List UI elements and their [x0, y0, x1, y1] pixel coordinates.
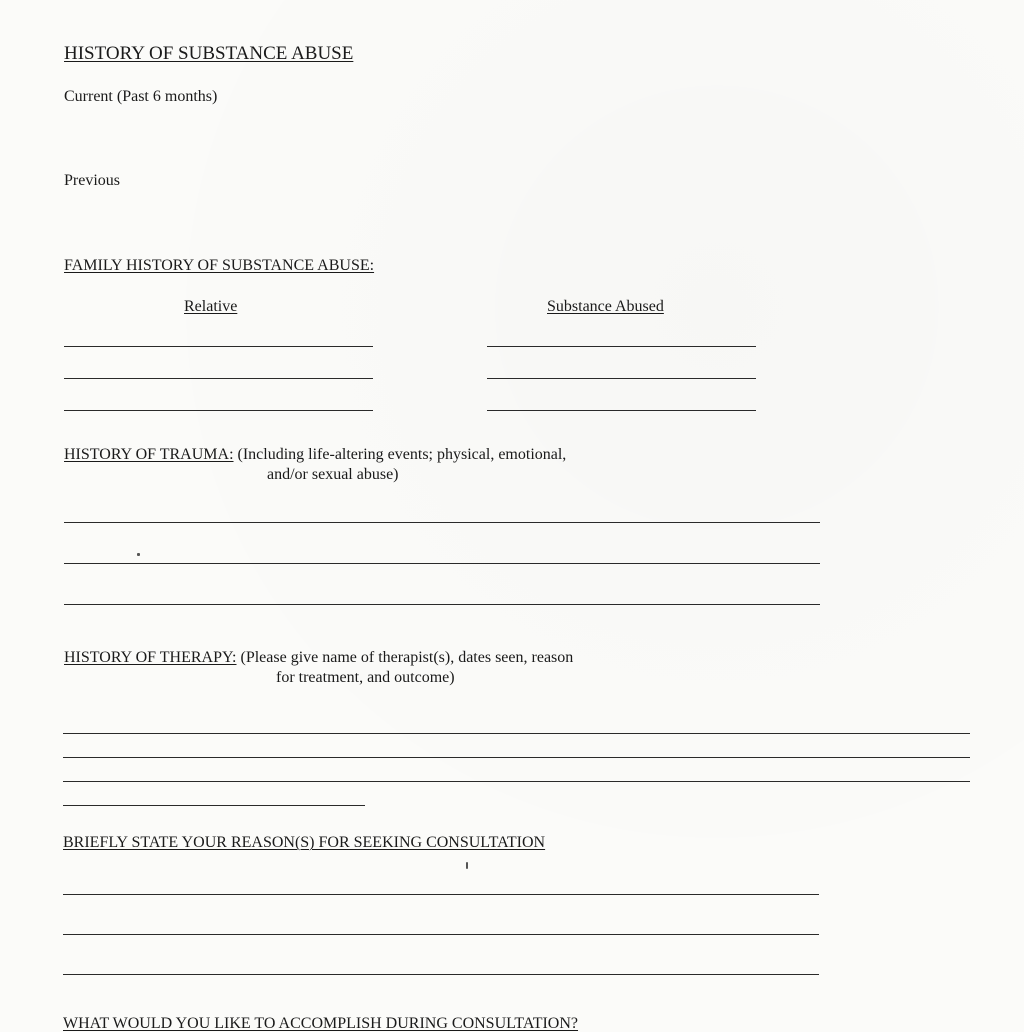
previous-label: Previous — [64, 172, 120, 189]
therapy-line-3[interactable] — [63, 781, 970, 782]
substance-line-1[interactable] — [487, 346, 756, 347]
substance-line-2[interactable] — [487, 378, 756, 379]
trauma-heading: HISTORY OF TRAUMA: — [64, 446, 234, 463]
trauma-line-1[interactable] — [64, 522, 820, 523]
accomplish-heading-row — [63, 1016, 578, 1032]
relative-column-text: Relative — [184, 298, 238, 315]
family-history-heading — [64, 258, 374, 274]
relative-column-header — [184, 299, 237, 315]
family-history-heading-text: FAMILY HISTORY OF SUBSTANCE ABUSE: — [64, 257, 375, 274]
trauma-heading-row — [64, 447, 566, 463]
therapy-line-4[interactable] — [63, 805, 365, 806]
therapy-note-line-2: for treatment, and outcome) — [276, 669, 455, 686]
substance-abuse-heading: HISTORY OF SUBSTANCE ABUSE — [64, 43, 354, 64]
reason-heading-row — [63, 835, 545, 851]
trauma-note-line-1: (Including life-altering events; physical, emotional, — [237, 446, 567, 463]
reason-line-2[interactable] — [63, 934, 819, 935]
relative-line-2[interactable] — [64, 378, 373, 379]
reason-line-3[interactable] — [63, 974, 819, 975]
relative-line-1[interactable] — [64, 346, 373, 347]
reason-line-1[interactable] — [63, 894, 819, 895]
therapy-heading-row — [64, 650, 573, 666]
therapy-line-1[interactable] — [63, 733, 970, 734]
trauma-note-line-2: and/or sexual abuse) — [267, 466, 399, 483]
therapy-heading: HISTORY OF THERAPY: — [64, 649, 237, 666]
substance-column-header — [547, 299, 664, 315]
reason-heading: BRIEFLY STATE YOUR REASON(S) FOR SEEKING CONSULTATION — [63, 834, 546, 851]
therapy-note-line-1: (Please give name of therapist(s), dates seen, reason — [240, 649, 574, 666]
paper-speck — [137, 553, 140, 556]
current-label: Current (Past 6 months) — [64, 88, 218, 105]
trauma-line-3[interactable] — [64, 604, 820, 605]
therapy-line-2[interactable] — [63, 757, 970, 758]
relative-line-3[interactable] — [64, 410, 373, 411]
paper-speck — [466, 862, 468, 869]
trauma-line-2[interactable] — [64, 563, 820, 564]
accomplish-heading: WHAT WOULD YOU LIKE TO ACCOMPLISH DURING CONSULTATION? — [63, 1015, 579, 1032]
substance-line-3[interactable] — [487, 410, 756, 411]
substance-column-text: Substance Abused — [547, 298, 664, 315]
